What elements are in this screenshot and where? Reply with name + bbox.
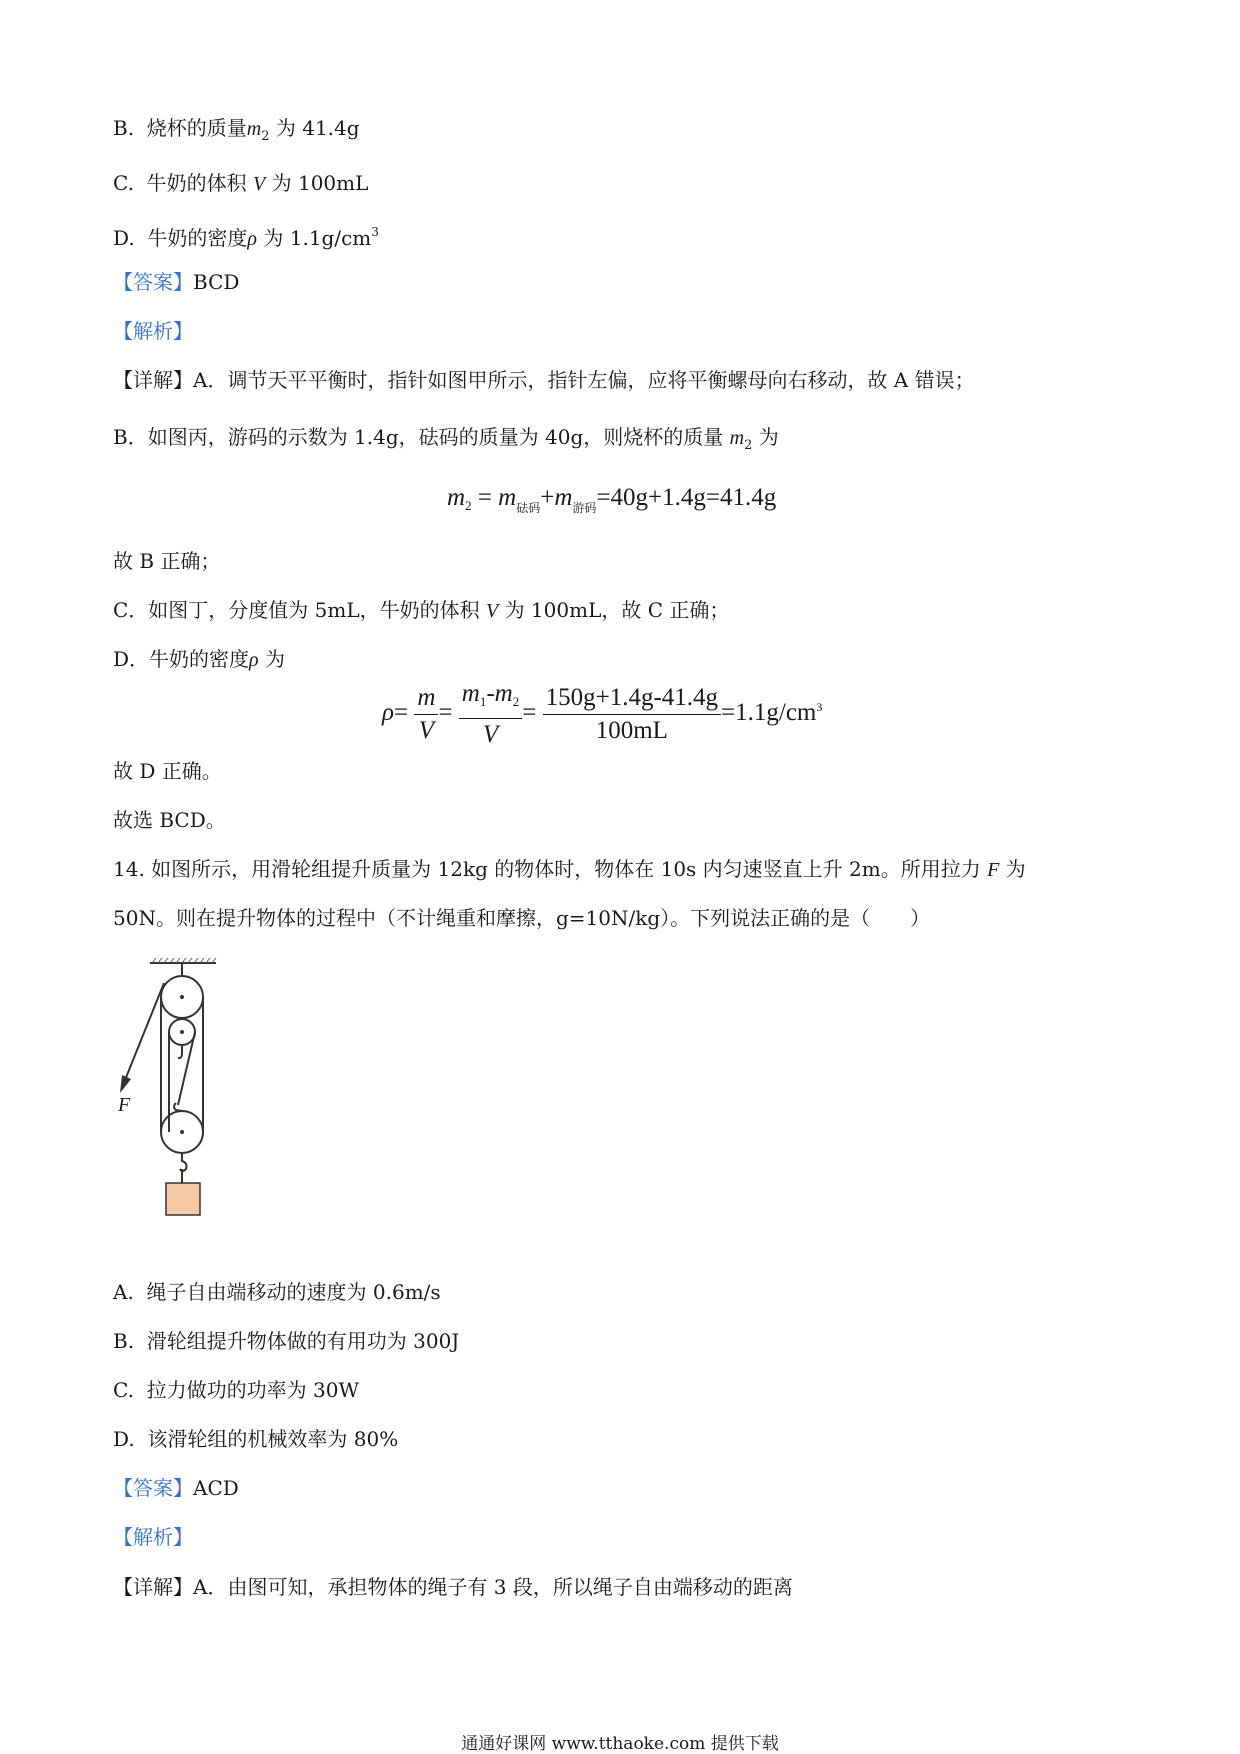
q14-detail-a: 【详解】A．由图可知，承担物体的绳子有 3 段，所以绳子自由端移动的距离 (113, 1575, 793, 1599)
option-b: B. 烧杯的质量$m_2$ 为 41.4g (113, 116, 360, 144)
final-answer: 故选 BCD。 (113, 808, 226, 832)
q14-option-c: C. 拉力做功的功率为 30W (113, 1378, 360, 1402)
formula-mass: $m_2 = m_{砝码}+m_{游码}=40g+1.4g=41.4g$ (447, 484, 777, 515)
option-c: C. 牛奶的体积 V 为 100mL (113, 171, 369, 195)
question-14-line1: 14. 如图所示，用滑轮组提升质量为 12kg 的物体时，物体在 10s 内匀速竖直上升 2m。所用拉力 F 为 (113, 857, 1026, 881)
rope-free-end (125, 983, 164, 1080)
answer-tag: 【答案】 (113, 270, 193, 294)
q14-analysis-tag: 【解析】 (113, 1525, 193, 1549)
detail-c: C．如图丁，分度值为 5mL，牛奶的体积 V 为 100mL，故 C 正确； (113, 598, 730, 622)
conclusion-d: 故 D 正确。 (113, 759, 222, 783)
weight-block (166, 1183, 200, 1215)
question-14-line2: 50N。则在提升物体的过程中（不计绳重和摩擦，g=10N/kg）。下列说法正确的是（ ） (113, 906, 931, 930)
formula-density: ρ= $\frac{m}{V}$ = $\frac{m_1-m_2}{V}$ = $\frac{150g+1.4g-41.4g}{100mL}$ $=1.1g/cm^3$ (382, 680, 823, 748)
force-label: F (118, 1094, 131, 1116)
pulley-diagram (110, 955, 230, 1255)
answer-line: 【答案】BCD (113, 270, 240, 294)
q14-answer-tag: 【答案】 (113, 1476, 193, 1500)
fixed-pulley-axle (180, 995, 184, 999)
detail-d: D．牛奶的密度ρ 为 (113, 647, 286, 671)
fixed-pulley-small-axle (180, 1030, 184, 1034)
q14-option-a: A. 绳子自由端移动的速度为 0.6m/s (113, 1280, 441, 1304)
bottom-hook (180, 1153, 187, 1171)
analysis-tag: 【解析】 (113, 319, 193, 343)
force-arrow-icon (120, 1075, 131, 1093)
rope-inner-diagonal (178, 1032, 195, 1105)
option-d: D. 牛奶的密度ρ 为 $1.1g/cm^3$ (113, 225, 379, 250)
small-pulley-hook (178, 1045, 182, 1058)
detail-a: 【详解】A．调节天平平衡时，指针如图甲所示，指针左偏，应将平衡螺母向右移动，故 A 错误； (113, 368, 975, 392)
q14-option-d: D. 该滑轮组的机械效率为 80% (113, 1427, 399, 1451)
q14-answer-line: 【答案】ACD (113, 1476, 239, 1500)
conclusion-b: 故 B 正确； (113, 549, 221, 573)
detail-b: B．如图丙，游码的示数为 1.4g，砝码的质量为 40g，则烧杯的质量 $m_2$ 为 (113, 425, 779, 453)
page-footer: 通通好课网 www.tthaoke.com 提供下载 (461, 1734, 779, 1754)
q14-option-b: B. 滑轮组提升物体做的有用功为 300J (113, 1329, 460, 1353)
moving-pulley-axle (180, 1130, 184, 1134)
